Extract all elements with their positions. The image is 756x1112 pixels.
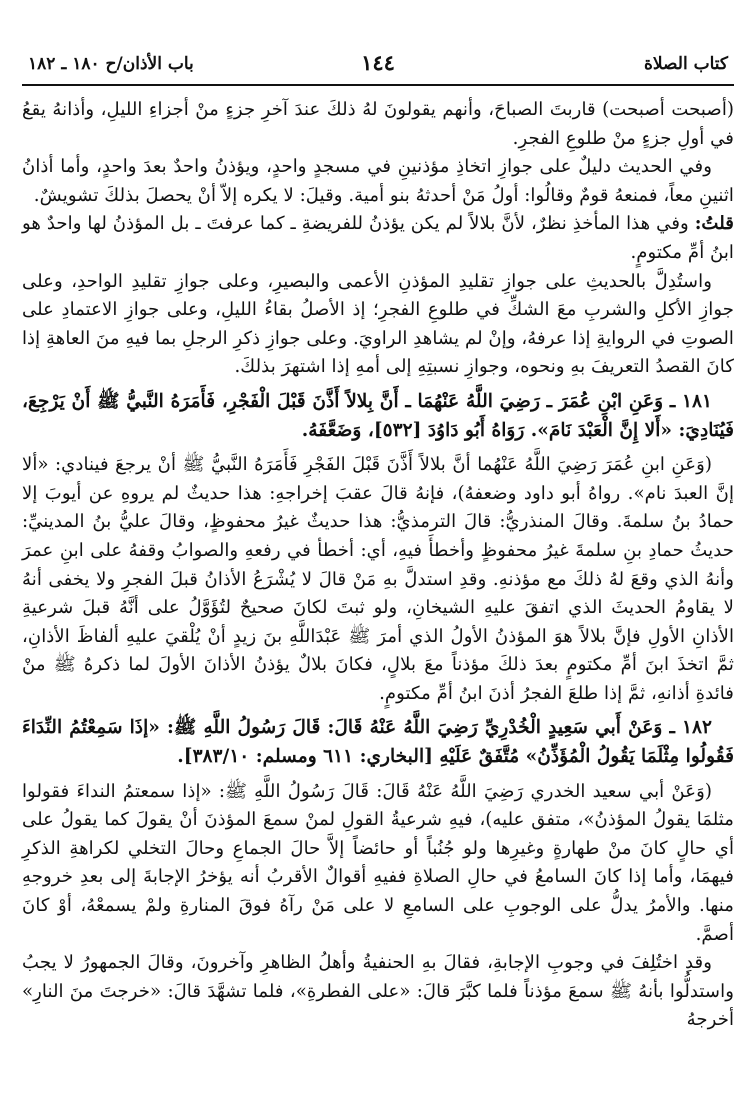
- hadith-181-text: ١٨١ ـ وَعَنِ ابْنِ عُمَرَ ـ رَضِيَ اللَّهُ عَنْهُمَا ـ أَنَّ بِلالاً أَذَّنَ قَبْلَ الْفَجْرِ، فَأَمَرَهُ النَّبيُّ ﷺ أَنْ يَرْجِعَ، فَيُنَادِيَ: «أَلا إِنَّ الْعَبْدَ نَامَ». رَوَاهُ أَبُو دَاوُدَ [٥٣٢]، وَضَعَّفَهُ.: [22, 390, 734, 441]
- commentary-paragraph: (وَعَنِ ابنِ عُمَرَ رَضِيَ اللَّهُ عَنْهُما أنَّ بلالاً أَذَّنَ قَبْلَ الفَجْرِ فَأَمَرَهُ النَّبيُّ ﷺ أنْ يرجعَ فينادي: «ألا إنَّ العبدَ نام». رواهُ أبو داود وضعفهُ)، فإنهُ قالَ عقبَ إخراجهِ: هذا حديثٌ لم يروهِ عن أيوبَ إلا حمادُ بنُ سلمةَ. وقالَ المنذريُّ: قالَ الترمذيُّ: هذا حديثٌ غيرُ محفوظٍ، وقالَ عليُّ بنُ المدينيِّ: حديثُ حمادِ بنِ سلمةَ غيرُ محفوظٍ وأخطأَ فيهِ، أي: أخطأ في رفعهِ والصوابُ وقفهُ على ابنِ عمرَ وأنهُ الذي وقعَ لهُ ذلكَ مع مؤذنهِ. وقدِ استدلَّ بهِ مَنْ قالَ لا يُشْرَعُ الأذانُ قبلَ الفجرِ ولا يخفى أنهُ لا يقاومُ الحديثَ الذي اتفقَ عليهِ الشيخانِ، ولو ثبتَ لكانَ صحيحٌ لتُؤَوَّلُ على أنَّهُ قبلَ شرعيةِ الأذانِ الأولِ فإنَّ بلالاً هوَ المؤذنُ الأولُ الذي أمرَ ﷺ عَبْدَاللَّهِ بنَ زيدٍ أنْ يُلْقيَ عليهِ ألفاظَ الأذانِ، ثمَّ اتخذَ ابنَ أمِّ مكتومٍ بعدَ ذلكَ مؤذناً معَ بلالٍ، فكانَ بلالٌ يؤذنُ الأذانَ الأولَ لما ذكرهُ ﷺ منْ فائدةِ أذانهِ، ثمَّ إذا طلعَ الفجرُ أذنَ ابنُ أمِّ مكتومٍ.: [22, 454, 734, 704]
- hadith-182-text: ١٨٢ ـ وَعَنْ أَبي سَعِيدٍ الْخُدْرِيِّ رَضِيَ اللَّهُ عَنْهُ قَالَ: قَالَ رَسُولُ اللَّهِ ﷺ: «إذَا سَمِعْتُمُ النِّدَاءَ فَقُولُوا مِثْلَمَا يَقُولُ الْمُؤَذِّنُ» مُتَّفَقٌ عَلَيْهِ [البخاري: ٦١١ ومسلم: ٣٨٣/١٠].: [22, 717, 734, 768]
- commentary-paragraph: وقدِ اختُلِفَ في وجوبِ الإجابةِ، فقالَ بهِ الحنفيةُ وأهلُ الظاهرِ وآخرونَ، وقالَ الجمهورُ لا يجبُ واستدلُّوا بأنهُ ﷺ سمعَ مؤذناً فلما كبَّرَ قالَ: «على الفطرةِ»، فلما تشهَّدَ قالَ: «خرجتَ منَ النارِ» أخرجهُ: [22, 952, 734, 1031]
- page-body: [22, 96, 734, 1112]
- commentary-paragraph: (وَعَنْ أبي سعيد الخدري رَضِيَ اللَّهُ عَنْهُ قَالَ: قَالَ رَسُولُ اللَّهِ ﷺ: «إذا سمعتمُ النداءَ فقولوا مثلمَا يقولُ المؤذنُ»، متفق عليه)، فيهِ شرعيةُ القولِ لمنْ سمعَ المؤذنَ أنْ يقولَ كما يقولُ على أي حالٍ كانَ منْ طهارةٍ وغيرِها ولو جُنُباً أو حائضاً إلاَّ حالَ الجماعِ وحالَ التخلي لكراهةِ الذكرِ فيهمَا، وأما إذا كانَ السامعُ في حالِ الصلاةِ ففيهِ أقوالٌ الأقربُ أنه يؤخرُ الإجابةَ إلى بعدِ خروجهِ منها. والأمرُ يدلُّ على الوجوبِ على السامعِ لا على مَنْ رآهُ فوقَ المنارةِ ولمْ يسمعْهُ، أوْ كانَ أصمَّ.: [22, 780, 734, 945]
- author-note-label: قلتُ:: [694, 213, 734, 235]
- commentary-paragraph: وفي الحديث دليلٌ على جوازِ اتخاذِ مؤذنينِ في مسجدٍ واحدٍ، ويؤذنُ واحدٌ بعدَ واحدٍ، وأما أذانُ اثنينِ معاً، فمنعهُ قومٌ وقالُوا: أولُ مَنْ أحدثهُ بنو أمية. وقيلَ: لا يكره إلاّ أنْ يحصلَ بذلكَ تشويشٌ.: [22, 156, 734, 206]
- header-divider: [22, 84, 734, 86]
- running-header: [22, 50, 734, 84]
- commentary-paragraph: [22, 210, 734, 267]
- author-note-text: وفي هذا المأخذِ نظرٌ، لأنَّ بلالاً لم يكن يؤذنُ للفريضةِ ـ كما عرفتَ ـ بل المؤذنُ لها واحدٌ هو ابنُ أمِّ مكتومٍ.: [22, 213, 734, 263]
- commentary-paragraph: واستُدِلَّ بالحديثِ على جوازِ تقليدِ المؤذنِ الأعمى والبصيرِ، وعلى جوازِ تقليدِ الواحدِ، وعلى جوازِ الأكلِ والشربِ معَ الشكِّ في طلوعِ الفجرِ؛ إذ الأصلُ بقاءُ الليلِ، وعلى جوازِ الاعتمادِ على الصوتِ في الروايةِ إذا عرفهُ، وإنْ لم يشاهدِ الراويَ. وعلى جوازِ ذكرِ الرجلِ بما فيهِ منَ العاهةِ إذا كانَ القصدُ التعريفَ بهِ ونحوه، وجوازِ نسبتِهِ إلى أمهِ إذا اشتهرَ بذلكَ.: [22, 270, 734, 378]
- page-number: ١٤٤: [361, 50, 395, 75]
- book-title: كتاب الصلاة: [643, 54, 728, 74]
- commentary-paragraph: (أصبحت أصبحت) قاربتَ الصباحَ، وأنهم يقولونَ لهُ ذلكَ عندَ آخرِ جزءٍ منْ أجزاءِ الليلِ، وأذانهُ يقعُ في أولِ جزءٍ منْ طلوعِ الفجرِ.: [22, 99, 734, 149]
- chapter-reference: باب الأذان/ح ١٨٠ ـ ١٨٢: [28, 54, 194, 74]
